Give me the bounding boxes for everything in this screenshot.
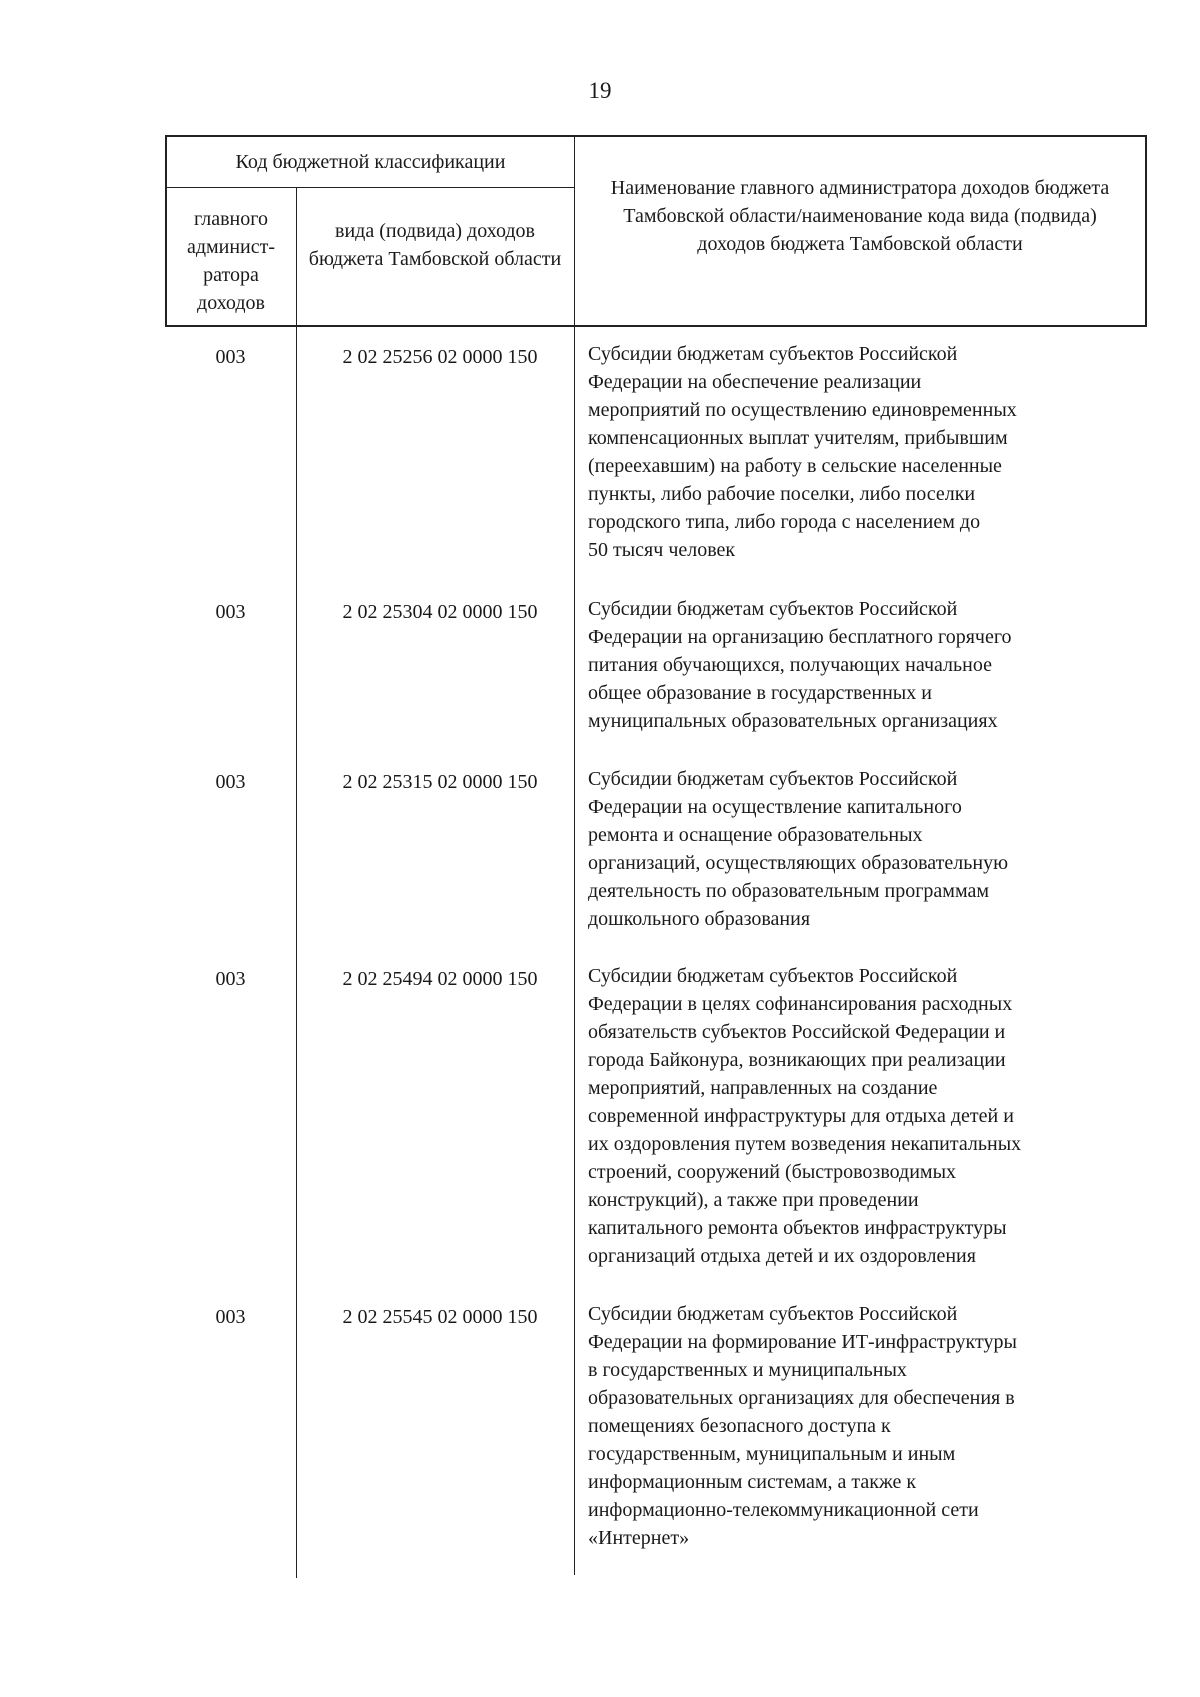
row-1-code: 2 02 25256 02 0000 150 [342, 346, 538, 368]
row-1-admin: 003 [215, 346, 246, 368]
row-5-admin: 003 [215, 1306, 246, 1328]
row-4-admin: 003 [215, 968, 246, 990]
row-3-code: 2 02 25315 02 0000 150 [342, 771, 538, 793]
header-col-kind: вида (подвида) доходов бюджета Тамбовской области [308, 220, 562, 270]
header-col-admin: главного админист-ратора доходов [186, 208, 276, 314]
header-group-divider [165, 187, 574, 188]
row-5-description: Субсидии бюджетам субъектов Российской Федерации на формирование ИТ-инфраструктуры в государственных и муниципальных образовательных организациях для обеспечения в помещениях безопасного доступа к государственным, муниципальным и иным информационным системам, а также к информационно-телекоммуникационной сети «Интернет» [588, 1303, 1017, 1549]
header-border-bottom [165, 325, 1147, 327]
row-3-admin: 003 [215, 771, 246, 793]
row-4-description: Субсидии бюджетам субъектов Российской Федерации в целях софинансирования расходных обязательств субъектов Российской Федерации и города Байконура, возникающих при реализации мероприятий, направленных на создание современной инфраструктуры для отдыха детей и их оздоровления путем возведения некапитальных строений, сооружений (быстровозводимых конструкций), а также при проведении капитального ремонта объектов инфраструктуры организаций отдыха детей и их оздоровления [588, 965, 1022, 1267]
row-3-description: Субсидии бюджетам субъектов Российской Федерации на осуществление капитального ремонта и оснащение образовательных организаций, осуществляющих образовательную деятельность по образовательным программам дошкольного образования [588, 768, 1009, 930]
row-2-admin: 003 [215, 601, 246, 623]
column-divider-1 [296, 188, 297, 1578]
row-5-code: 2 02 25545 02 0000 150 [342, 1306, 538, 1328]
header-border-top [165, 135, 1147, 137]
row-1-description: Субсидии бюджетам субъектов Российской Федерации на обеспечение реализации мероприятий по осуществлению единовременных компенсационных выплат учителям, прибывшим (переехавшим) на работу в сельские населенные пункты, либо рабочие поселки, либо поселки городского типа, либо города с населением до 50 тысяч человек [588, 343, 1017, 561]
page-number: 19 [588, 78, 612, 103]
row-2-description: Субсидии бюджетам субъектов Российской Федерации на организацию бесплатного горячего питания обучающихся, получающих начальное общее образование в государственных и муниципальных образовательных организациях [588, 598, 1012, 732]
row-4-code: 2 02 25494 02 0000 150 [342, 968, 538, 990]
header-border-right [1145, 135, 1147, 327]
header-col-name: Наименование главного администратора доходов бюджета Тамбовской области/наименование кода вида (подвида) доходов бюджета Тамбовской области [610, 177, 1110, 255]
row-2-code: 2 02 25304 02 0000 150 [342, 601, 538, 623]
header-group-label: Код бюджетной классификации [235, 151, 506, 173]
